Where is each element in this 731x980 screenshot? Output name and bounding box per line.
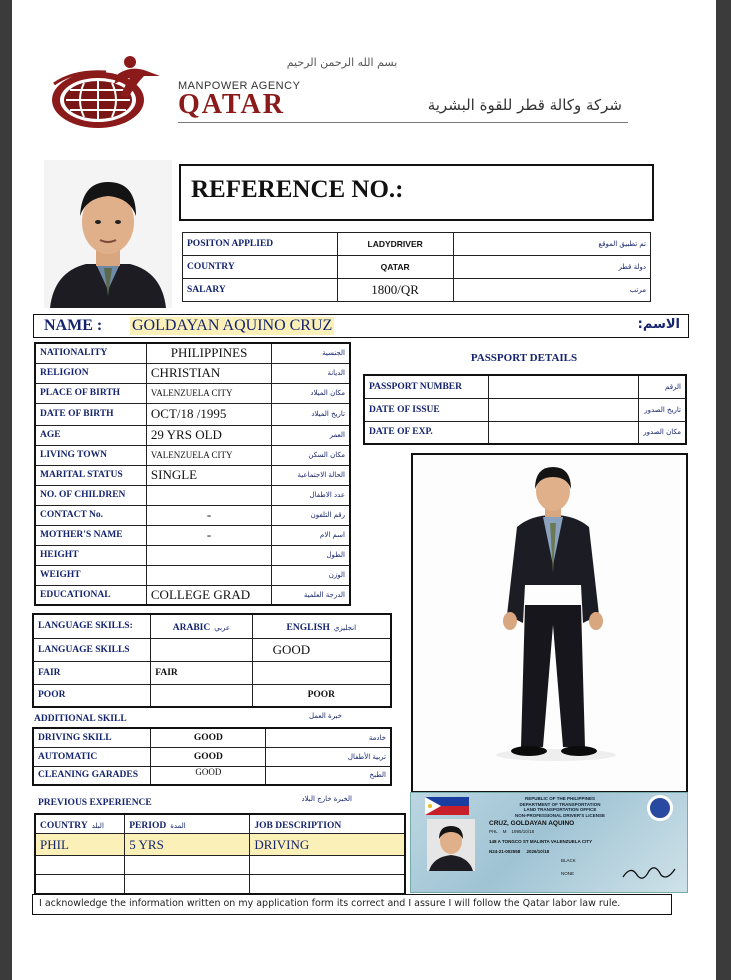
passport-row: [364, 421, 686, 444]
additional-skill-label-cell: CLEANING GARADES: [33, 766, 151, 785]
position-field-value: 1800/QR: [337, 279, 453, 302]
additional-skill-level: GOOD: [151, 728, 266, 747]
period-column-header: [125, 814, 250, 834]
english-column-label: ENGLISH: [286, 623, 330, 634]
personal-field-label: MARITAL STATUS: [35, 465, 146, 485]
language-arabic-level: [151, 684, 252, 707]
name-label: NAME :: [44, 317, 103, 334]
application-form-page: [12, 0, 716, 980]
license-seal-icon: [647, 795, 673, 821]
additional-skill-arabic-cell: الطبخ: [266, 766, 391, 785]
license-dob: 1995/10/18: [511, 829, 535, 834]
license-eyes: BLACK: [561, 858, 576, 863]
license-line-4: NON-PROFESSIONAL DRIVER'S LICENSE: [515, 812, 605, 818]
agency-name-small: MANPOWER AGENCY: [178, 80, 301, 92]
additional-skill-arabic-cell: خادمة: [266, 728, 391, 747]
passport-field-label: PASSPORT NUMBER: [364, 375, 489, 398]
experience-table: [34, 813, 406, 895]
language-english-level: [252, 661, 391, 684]
reference-number-label: REFERENCE NO.:: [191, 176, 404, 203]
acknowledgement-text: I acknowledge the information written on my application form its correct and I assure I will follow the Qatar labor law rule.: [39, 898, 621, 909]
job-header-label: JOB DESCRIPTION: [254, 821, 342, 831]
license-line-1: REPUBLIC OF THE PHILIPPINES: [524, 796, 595, 801]
language-row: [33, 638, 391, 661]
personal-row: [35, 445, 350, 465]
personal-field-value: [146, 545, 271, 565]
personal-field-value: CHRISTIAN: [146, 363, 271, 383]
personal-field-label: WEIGHT: [35, 565, 146, 585]
language-skills-header-label: LANGUAGE SKILLS:: [33, 614, 151, 638]
experience-row: [35, 834, 405, 856]
agency-name-qatar: QATAR: [178, 89, 285, 120]
passport-row: [364, 398, 686, 421]
language-english-level: POOR: [252, 684, 391, 707]
personal-field-value: SINGLE: [146, 465, 271, 485]
basmala-calligraphy: بسم الله الرحمن الرحيم: [286, 56, 398, 69]
license-ph-flag-icon: [425, 797, 469, 815]
english-column-header: [252, 614, 391, 638]
applicant-full-body-photo: [411, 453, 688, 793]
personal-field-value: OCT/18 /1995: [146, 403, 271, 425]
personal-field-label: NO. OF CHILDREN: [35, 485, 146, 505]
personal-field-value: VALENZUELA CITY: [146, 383, 271, 403]
personal-field-arabic: الدرجة العلمية: [272, 585, 350, 605]
position-field-arabic: مرتب: [453, 279, 650, 302]
position-field-label: POSITON APPLIED: [183, 233, 338, 256]
passport-field-arabic: تاريخ الصدور: [639, 398, 686, 421]
passport-field-value: [489, 398, 639, 421]
experience-job: [250, 875, 405, 894]
acknowledgement-box: [32, 894, 672, 915]
personal-field-value: [146, 565, 271, 585]
language-row: [33, 661, 391, 684]
personal-field-label: AGE: [35, 425, 146, 445]
previous-experience-arabic: الخبرة خارج البلاد: [301, 795, 352, 803]
position-field-arabic: تم تطبيق الموقع: [453, 233, 650, 256]
license-name: CRUZ, GOLDAYAN AQUINO: [489, 820, 575, 827]
personal-row: [35, 343, 350, 363]
country-header-label: COUNTRY: [40, 821, 88, 831]
personal-row: [35, 403, 350, 425]
license-address: 148 A TONGCO ST MALINTA VALENZUELA CITY: [489, 839, 593, 844]
personal-field-arabic: الطول: [272, 545, 350, 565]
country-column-header: [35, 814, 125, 834]
personal-field-label: LIVING TOWN: [35, 445, 146, 465]
position-field-value: LADYDRIVER: [337, 233, 453, 256]
license-nationality: PHL: [489, 829, 498, 834]
personal-field-arabic: العمر: [272, 425, 350, 445]
personal-field-arabic: مكان الميلاد: [272, 383, 350, 403]
additional-skill-row: [33, 747, 391, 766]
additional-skills-table: [32, 727, 392, 786]
position-field-value: QATAR: [337, 256, 453, 279]
applicant-name-value: GOLDAYAN AQUINO CRUZ: [132, 317, 333, 334]
license-expiry: 2026/10/18: [526, 849, 550, 854]
personal-field-arabic: رقم التلفون: [272, 505, 350, 525]
english-column-arabic: انجليزي: [333, 624, 357, 633]
name-bar: [33, 314, 689, 338]
passport-field-value: [489, 375, 639, 398]
personal-row: [35, 363, 350, 383]
experience-period: [125, 875, 250, 894]
agency-logo-globe-icon: [48, 54, 168, 132]
license-number: N24-21-002558: [489, 849, 521, 854]
personal-field-arabic: الحالة الاجتماعية: [272, 465, 350, 485]
experience-row: [35, 875, 405, 894]
position-row: [183, 256, 651, 279]
personal-row: [35, 585, 350, 605]
passport-field-label: DATE OF ISSUE: [364, 398, 489, 421]
personal-field-arabic: مكان السكن: [272, 445, 350, 465]
drivers-license-card: [410, 792, 688, 893]
personal-field-value: 29 YRS OLD: [146, 425, 271, 445]
personal-row: [35, 565, 350, 585]
personal-field-label: CONTACT No.: [35, 505, 146, 525]
personal-row: [35, 545, 350, 565]
position-field-arabic: دولة قطر: [453, 256, 650, 279]
language-english-level: GOOD: [252, 638, 391, 661]
passport-field-label: DATE OF EXP.: [364, 421, 489, 444]
license-signature-icon: [621, 863, 677, 883]
passport-table: [363, 374, 687, 445]
additional-skill-level: GOOD: [151, 766, 266, 785]
personal-field-arabic: عدد الاطفال: [272, 485, 350, 505]
personal-field-label: RELIGION: [35, 363, 146, 383]
arabic-column-header: [151, 614, 252, 638]
agency-name-arabic: شركة وكالة قطر للقوة البشرية: [427, 96, 622, 114]
personal-row: [35, 425, 350, 445]
license-line-3: LAND TRANSPORTATION OFFICE: [523, 807, 597, 812]
name-arabic-label: الاسم:: [637, 317, 680, 332]
position-row: [183, 233, 651, 256]
job-column-header: [250, 814, 405, 834]
header-underline: [178, 122, 628, 123]
position-row: [183, 279, 651, 302]
personal-details-table: [34, 342, 351, 606]
personal-field-label: NATIONALITY: [35, 343, 146, 363]
license-code: NONE: [561, 871, 575, 876]
personal-field-arabic: الديانة: [272, 363, 350, 383]
arabic-column-arabic: عربي: [214, 624, 231, 633]
language-arabic-level: FAIR: [151, 661, 252, 684]
personal-field-label: MOTHER'S NAME: [35, 525, 146, 545]
personal-field-value: -: [146, 525, 271, 545]
personal-row: [35, 485, 350, 505]
personal-field-label: HEIGHT: [35, 545, 146, 565]
language-skills-table: [32, 613, 392, 708]
personal-field-value: PHILIPPINES: [146, 343, 271, 363]
experience-period: [125, 856, 250, 875]
passport-field-value: [489, 421, 639, 444]
language-row-label: FAIR: [33, 661, 151, 684]
experience-job: DRIVING: [250, 834, 405, 856]
license-line-2: DEPARTMENT OF TRANSPORTATION: [519, 801, 601, 807]
personal-row: [35, 505, 350, 525]
language-row: [33, 684, 391, 707]
personal-field-label: EDUCATIONAL: [35, 585, 146, 605]
language-row-label: POOR: [33, 684, 151, 707]
experience-country: [35, 856, 125, 875]
language-arabic-level: [151, 638, 252, 661]
language-row-label: LANGUAGE SKILLS: [33, 638, 151, 661]
passport-field-arabic: مكان الصدور: [639, 421, 686, 444]
personal-field-label: PLACE OF BIRTH: [35, 383, 146, 403]
applicant-headshot-photo: [44, 160, 172, 308]
additional-skill-row: [33, 766, 391, 785]
period-header-arabic: المدة: [170, 822, 186, 830]
reference-number-box: [179, 164, 654, 221]
personal-field-value: VALENZUELA CITY: [146, 445, 271, 465]
period-header-label: PERIOD: [129, 821, 167, 831]
license-photo: [427, 819, 475, 871]
additional-skill-label-cell: DRIVING SKILL: [33, 728, 151, 747]
arabic-column-label: ARABIC: [172, 623, 211, 634]
previous-experience-label: PREVIOUS EXPERIENCE: [38, 798, 152, 808]
position-table: [182, 232, 651, 302]
experience-country: [35, 875, 125, 894]
passport-row: [364, 375, 686, 398]
additional-skill-label-cell: AUTOMATIC: [33, 747, 151, 766]
position-field-label: COUNTRY: [183, 256, 338, 279]
personal-field-value: COLLEGE GRAD: [146, 585, 271, 605]
passport-details-title: PASSPORT DETAILS: [470, 352, 578, 364]
additional-skill-row: [33, 728, 391, 747]
position-field-label: SALARY: [183, 279, 338, 302]
personal-field-value: [146, 485, 271, 505]
experience-period: 5 YRS: [125, 834, 250, 856]
personal-row: [35, 525, 350, 545]
additional-skill-arabic-cell: تربية الأطفال: [266, 747, 391, 766]
additional-skill-arabic: خبرة العمل: [309, 712, 342, 720]
personal-field-value: -: [146, 505, 271, 525]
additional-skill-label: ADDITIONAL SKILL: [34, 714, 127, 724]
experience-country: PHIL: [35, 834, 125, 856]
additional-skill-level: GOOD: [151, 747, 266, 766]
personal-field-arabic: اسم الام: [272, 525, 350, 545]
experience-row: [35, 856, 405, 875]
passport-field-arabic: الرقم: [639, 375, 686, 398]
personal-field-label: DATE OF BIRTH: [35, 403, 146, 425]
personal-row: [35, 383, 350, 403]
experience-job: [250, 856, 405, 875]
country-header-arabic: البلد: [91, 822, 104, 830]
personal-field-arabic: الوزن: [272, 565, 350, 585]
personal-field-arabic: تاريخ الميلاد: [272, 403, 350, 425]
license-sex: M: [502, 829, 507, 834]
personal-field-arabic: الجنسية: [272, 343, 350, 363]
personal-row: [35, 465, 350, 485]
